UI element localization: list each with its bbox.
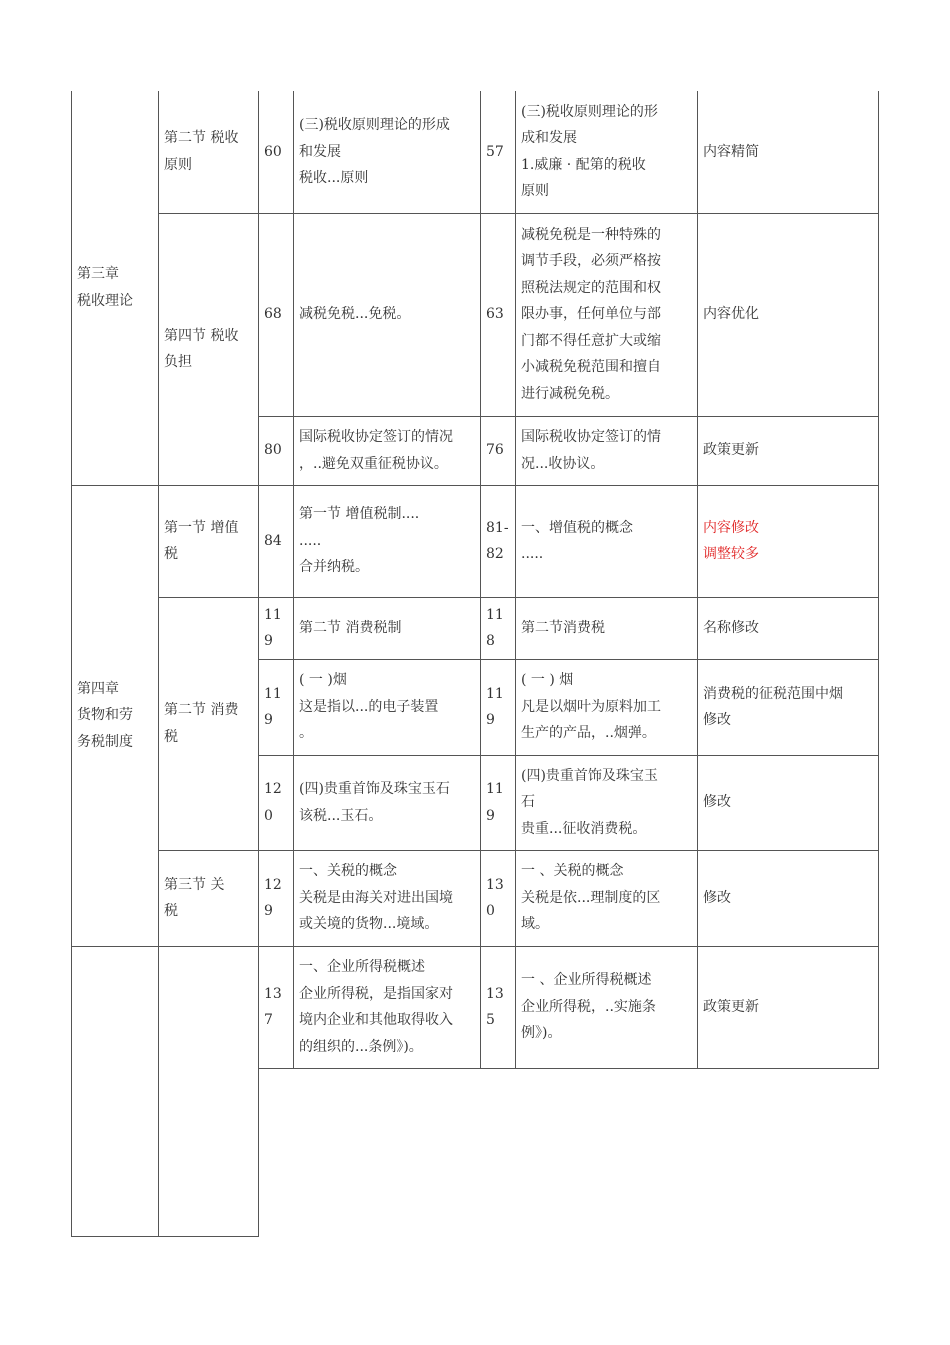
chapter-line: 第三章 (77, 266, 119, 283)
section-cell (159, 850, 259, 946)
new-content-line: 一 、企业所得税概述 (521, 972, 652, 989)
new-content-line: 生产的产品，..烟弹。 (521, 725, 656, 742)
note-cell (698, 946, 879, 1068)
old-content-line: 。 (299, 725, 313, 742)
note-cell (698, 91, 879, 213)
old-content-line: 第一节 增值税制.... (299, 506, 420, 523)
new-page-line: 82 (486, 546, 504, 562)
note-line: 消费税的征税范围中烟 (703, 685, 843, 702)
new-page-cell: 76 (481, 416, 516, 485)
new-page-line: 81- (486, 519, 509, 536)
note-cell (698, 755, 879, 850)
old-page-cell: 80 (259, 416, 294, 485)
new-content-line: 原则 (521, 183, 549, 200)
old-page-cell: 119 (259, 659, 294, 755)
note-line: 内容修改 (703, 519, 759, 536)
new-content-line: (四)贵重首饰及珠宝玉 (521, 767, 658, 784)
note-cell (698, 850, 879, 946)
new-content-line: 一、增值税的概念 (521, 519, 633, 536)
old-page-cell: 60 (259, 91, 294, 213)
new-content-line: 石 (521, 794, 535, 811)
old-content-line: 减税免税...免税。 (299, 306, 411, 323)
note-line: 政策更新 (703, 998, 759, 1015)
new-content-line: 企业所得税，..实施条 (521, 998, 656, 1015)
old-content-line: 和发展 (299, 143, 341, 160)
new-content-line: 关税是依...理制度的区 (521, 889, 661, 906)
chapter-line: 货物和劳 (77, 707, 133, 724)
old-page-cell: 119 (259, 597, 294, 659)
new-content-cell (516, 755, 698, 850)
old-page-cell: 137 (259, 946, 294, 1068)
new-content-line: 减税免税是一种特殊的 (521, 226, 661, 243)
new-content-line: 小减税免税范围和擅自 (521, 359, 661, 376)
table-row (72, 91, 879, 213)
new-page-cell: 57 (481, 91, 516, 213)
section-cell-empty (159, 946, 259, 1236)
new-content-line: 限办事，任何单位与部 (521, 306, 661, 323)
section-line: 第二节 税收 (164, 130, 239, 147)
old-content-line: (四)贵重首饰及珠宝玉石 (299, 781, 450, 797)
section-line: 第三节 关 (164, 876, 225, 893)
old-content-line: ..... (299, 532, 322, 549)
table-row (72, 946, 879, 1068)
section-line: 税 (164, 728, 178, 745)
note-line: 内容精简 (703, 143, 759, 160)
new-content-line: 域。 (521, 916, 549, 933)
old-content-cell (294, 416, 481, 485)
old-content-line: 企业所得税，是指国家对 (299, 985, 453, 1002)
new-page-cell: 135 (481, 946, 516, 1068)
revision-table (71, 91, 879, 1237)
old-content-line: 境内企业和其他取得收入 (299, 1012, 453, 1028)
new-page-cell: 119 (481, 755, 516, 850)
new-content-line: (三)税收原则理论的形 (521, 103, 658, 120)
new-page-cell: 119 (481, 659, 516, 755)
note-line: 修改 (703, 889, 731, 906)
new-page-cell: 63 (481, 213, 516, 416)
note-cell (698, 597, 879, 659)
new-page-cell: 130 (481, 850, 516, 946)
section-cell (159, 597, 259, 850)
new-content-line: 成和发展 (521, 130, 577, 147)
old-content-line: 合并纳税。 (299, 559, 369, 576)
new-content-cell (516, 213, 698, 416)
section-line: 第一节 增值 (164, 519, 239, 536)
old-content-line: 一、关税的概念 (299, 863, 397, 880)
new-content-line: 调节手段，必须严格按 (521, 253, 661, 270)
table-row (72, 213, 879, 416)
new-content-line: 况...收协议。 (521, 455, 605, 472)
old-page-cell: 84 (259, 485, 294, 597)
new-content-line: 凡是以烟叶为原料加工 (521, 698, 661, 715)
old-content-line: 关税是由海关对进出国境 (299, 889, 453, 906)
old-content-cell (294, 946, 481, 1068)
old-content-line: 或关境的货物...境域。 (299, 916, 439, 933)
section-cell (159, 485, 259, 597)
table-row (72, 850, 879, 946)
new-content-cell (516, 91, 698, 213)
old-content-cell (294, 91, 481, 213)
chapter-cell-empty (72, 946, 159, 1236)
new-content-cell (516, 850, 698, 946)
section-line: 税 (164, 903, 178, 919)
old-content-line: 一、企业所得税概述 (299, 959, 425, 975)
new-content-line: ( 一 ) 烟 (521, 672, 574, 689)
note-cell (698, 416, 879, 485)
old-content-line: 的组织的...条例》)。 (299, 1038, 423, 1055)
old-content-line: 第二节 消费税制 (299, 619, 402, 636)
new-content-cell (516, 946, 698, 1068)
section-line: 税 (164, 546, 178, 562)
section-cell (159, 91, 259, 213)
new-content-cell (516, 416, 698, 485)
chapter-cell (72, 485, 159, 946)
old-page-cell: 68 (259, 213, 294, 416)
new-content-line: 一 、关税的概念 (521, 863, 624, 880)
new-content-line: 进行减税免税。 (521, 385, 619, 402)
old-content-cell (294, 213, 481, 416)
chapter-line: 税收理论 (77, 292, 133, 309)
section-line: 原则 (164, 156, 192, 173)
new-content-cell (516, 597, 698, 659)
new-content-line: 1.威廉 · 配第的税收 (521, 156, 646, 173)
old-page-cell: 120 (259, 755, 294, 850)
new-page-cell: 118 (481, 597, 516, 659)
old-page-cell: 129 (259, 850, 294, 946)
section-line: 第二节 消费 (164, 702, 239, 718)
section-line: 第四节 税收 (164, 327, 239, 344)
note-line: 政策更新 (703, 442, 759, 459)
note-cell (698, 659, 879, 755)
old-content-line: (三)税收原则理论的形成 (299, 117, 450, 133)
old-content-cell (294, 755, 481, 850)
new-content-line: 门都不得任意扩大或缩 (521, 332, 661, 349)
old-content-line: 这是指以...的电子装置 (299, 698, 439, 715)
table-row (72, 597, 879, 659)
old-content-cell (294, 850, 481, 946)
new-content-line: 照税法规定的范围和权 (521, 279, 661, 296)
new-content-line: 第二节消费税 (521, 619, 605, 636)
new-content-line: 贵重...征收消费税。 (521, 820, 647, 837)
new-content-line: 国际税收协定签订的情 (521, 429, 661, 445)
chapter-line: 第四章 (77, 680, 119, 697)
new-content-cell (516, 659, 698, 755)
section-cell (159, 213, 259, 485)
note-line: 修改 (703, 794, 731, 811)
note-line: 调整较多 (703, 546, 759, 562)
old-content-cell (294, 597, 481, 659)
empty-cell (259, 1068, 879, 1236)
old-content-line: 国际税收协定签订的情况 (299, 429, 453, 445)
old-content-line: 该税...玉石。 (299, 807, 383, 824)
note-line: 名称修改 (703, 619, 759, 636)
old-content-cell (294, 659, 481, 755)
note-cell (698, 485, 879, 597)
new-content-cell (516, 485, 698, 597)
new-content-line: ..... (521, 546, 544, 562)
note-line: 内容优化 (703, 306, 759, 323)
chapter-line: 务税制度 (77, 733, 133, 750)
chapter-cell (72, 91, 159, 485)
new-page-cell (481, 485, 516, 597)
note-cell (698, 213, 879, 416)
old-content-cell (294, 485, 481, 597)
new-content-line: 例》)。 (521, 1025, 562, 1042)
section-line: 负担 (164, 354, 192, 370)
note-line: 修改 (703, 712, 731, 728)
table-row (72, 485, 879, 597)
old-content-line: ，..避免双重征税协议。 (299, 455, 448, 472)
old-content-line: ( 一 )烟 (299, 672, 347, 689)
old-content-line: 税收...原则 (299, 170, 369, 186)
